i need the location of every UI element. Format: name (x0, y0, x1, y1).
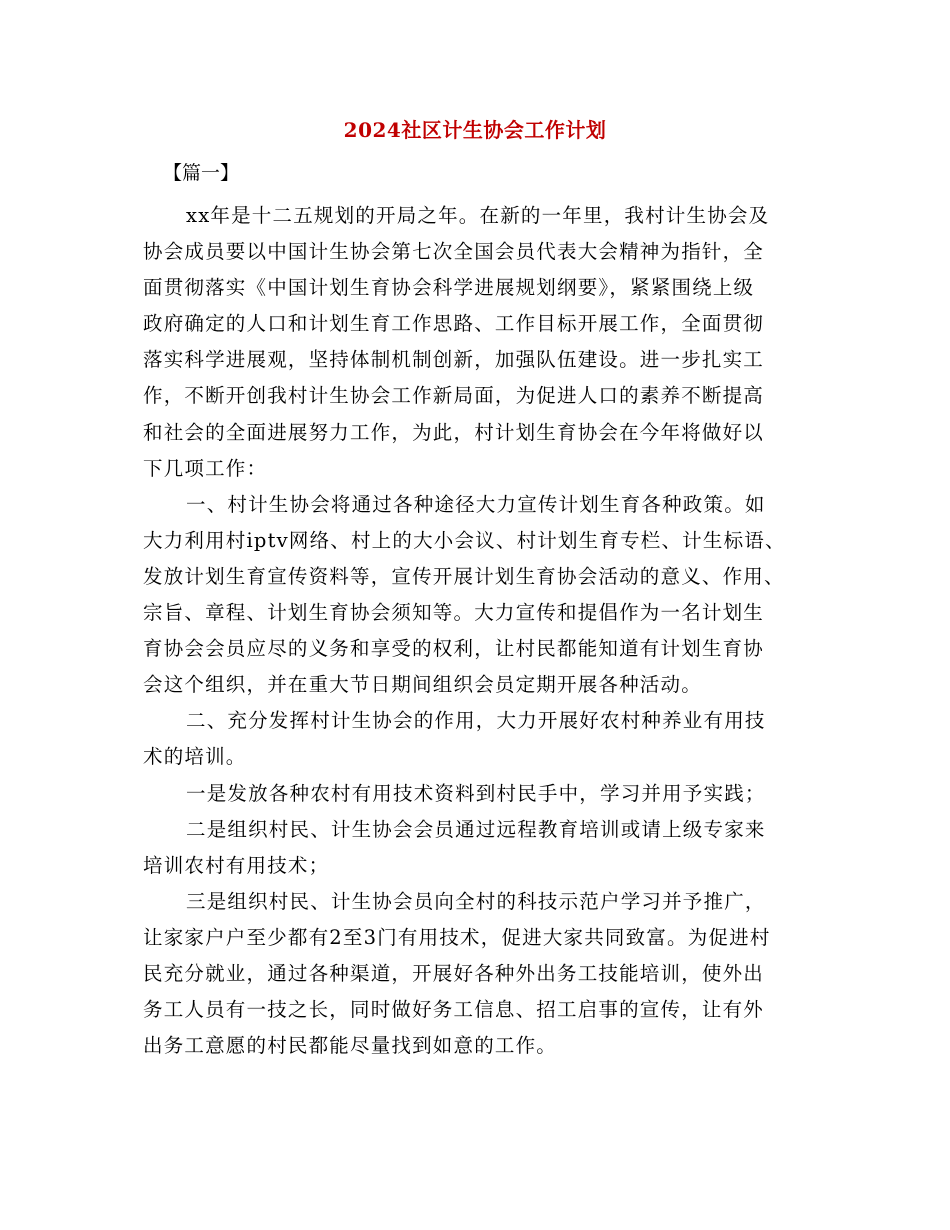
text-line: 一是发放各种农村有用技术资料到村民手中，学习并用予实践； (186, 781, 766, 805)
text-line: 术的培训。 (143, 745, 247, 769)
section-label: 【篇一】 (163, 162, 240, 184)
text-line: 二是组织村民、计生协会会员通过远程教育培训或请上级专家来 (186, 817, 766, 841)
text-line: 育协会会员应尽的义务和享受的权利，让村民都能知道有计划生育协 (143, 637, 765, 661)
text-line: 三是组织村民、计生协会员向全村的科技示范户学习并予推广， (186, 889, 766, 913)
text-line: xx年是十二五规划的开局之年。在新的一年里，我村计生协会及 (186, 204, 770, 227)
text-line: 下几项工作： (143, 456, 268, 480)
text-line: 一、村计生协会将通过各种途径大力宣传计划生育各种政策。如 (186, 492, 766, 516)
text-line: 务工人员有一技之长，同时做好务工信息、招工启事的宣传，让有外 (143, 998, 765, 1022)
document-body (143, 198, 811, 1064)
text-line: 出务工意愿的村民都能尽量找到如意的工作。 (143, 1034, 558, 1058)
text-line: 培训农村有用技术； (143, 853, 330, 877)
text-line: 会这个组织，并在重大节日期间组织会员定期开展各种活动。 (143, 673, 702, 697)
text-line: 大力利用村iptv网络、村上的大小会议、村计划生育专栏、计生标语、 (143, 528, 786, 552)
text-line: 宗旨、章程、计划生育协会须知等。大力宣传和提倡作为一名计划生 (143, 601, 765, 625)
text-line: 落实科学进展观，坚持体制机制创新，加强队伍建设。进一步扎实工 (143, 348, 765, 372)
text-line: 和社会的全面进展努力工作，为此，村计划生育协会在今年将做好以 (143, 420, 765, 444)
text-line: 政府确定的人口和计划生育工作思路、工作目标开展工作，全面贯彻 (143, 312, 765, 336)
text-line: 面贯彻落实《中国计划生育协会科学进展规划纲要》，紧紧围绕上级 (143, 276, 755, 300)
document-title: 2024社区计生协会工作计划 (343, 118, 607, 142)
text-line: 作，不断开创我村计生协会工作新局面，为促进人口的素养不断提高 (143, 384, 765, 408)
text-line: 协会成员要以中国计生协会第七次全国会员代表大会精神为指针，全 (143, 240, 765, 264)
text-line: 民充分就业，通过各种渠道，开展好各种外出务工技能培训，使外出 (143, 961, 765, 985)
text-line: 二、充分发挥村计生协会的作用，大力开展好农村种养业有用技 (186, 709, 766, 733)
text-line: 让家家户户至少都有2至3门有用技术，促进大家共同致富。为促进村 (143, 925, 771, 949)
text-line: 发放计划生育宣传资料等，宣传开展计划生育协会活动的意义、作用、 (143, 564, 785, 588)
